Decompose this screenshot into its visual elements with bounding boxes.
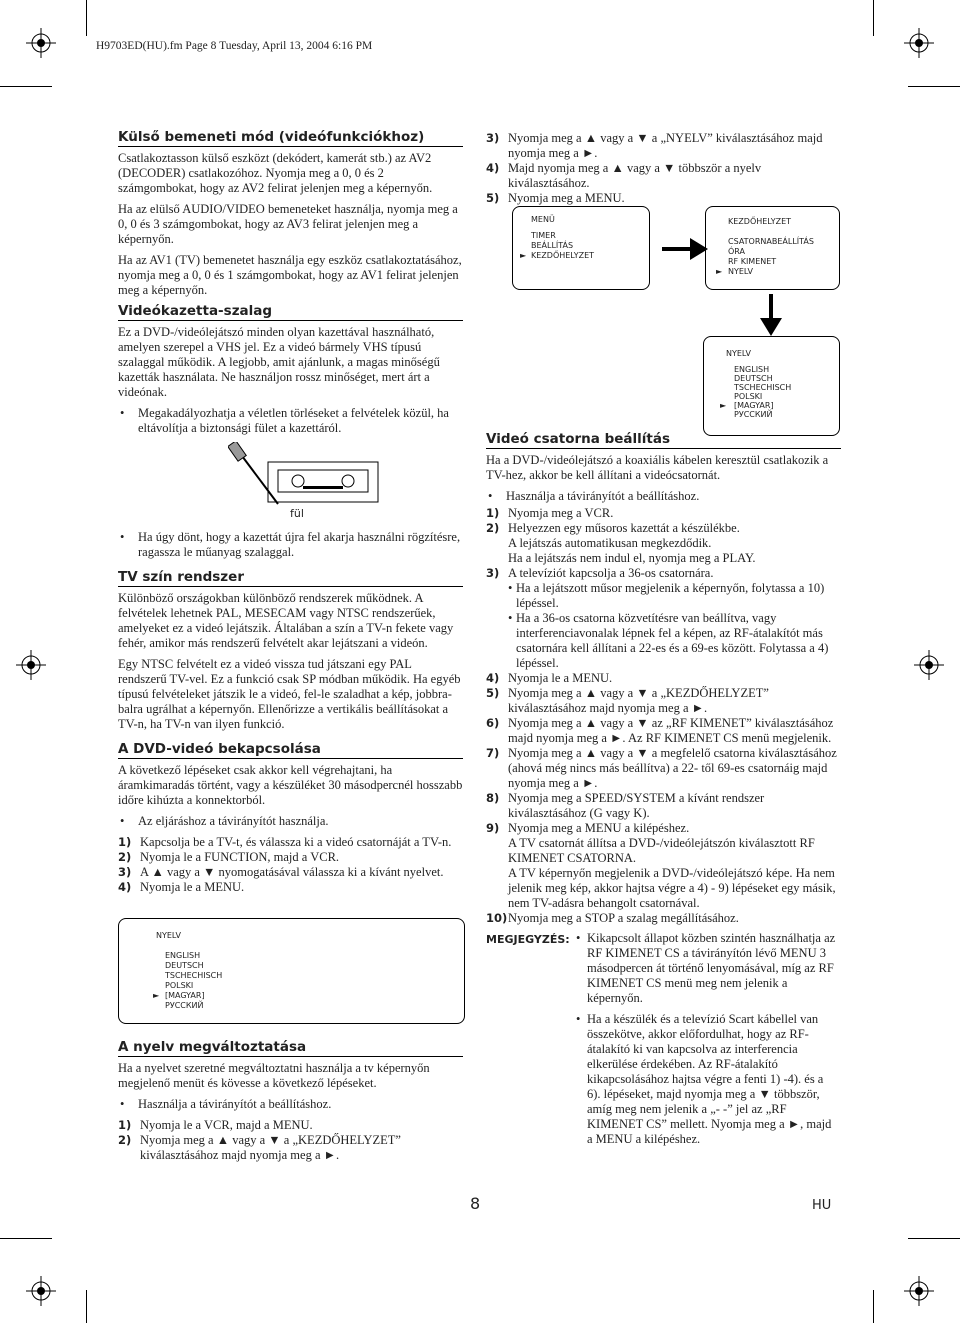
paragraph: Ha az AV1 (TV) bemenetet használja egy eszköz csatlakoztatásához, nyomja meg a 0, 0 és 1 számgombokat, hogy az AV1 felirat jelenjen meg a képernyőn.	[118, 253, 462, 297]
crop-mark	[908, 86, 960, 87]
language-code: HU	[812, 1198, 832, 1213]
cursor-icon: ►	[720, 401, 727, 410]
registration-mark-icon	[904, 28, 934, 58]
step-item: 2) Nyomja meg a ▲ vagy a ▼ a „KEZDŐHELYZET” kiválasztásához majd nyomja meg a ►.	[118, 1133, 401, 1162]
crop-mark	[0, 86, 52, 87]
step-number: 2)	[118, 850, 132, 864]
bullet-item: • Ha úgy dönt, hogy a kazettát újra fel akarja használni rögzítésre, ragassza le műanyag szalaggal.	[118, 530, 463, 560]
registration-mark-icon	[914, 650, 944, 680]
step-number: 1)	[118, 835, 132, 849]
menu-title: KEZDŐHELYZET	[728, 217, 792, 226]
crop-mark	[908, 1238, 960, 1239]
cassette-icon	[228, 442, 388, 522]
step-item: 5) Nyomja meg a MENU.	[486, 191, 625, 205]
paragraph: Csatlakoztasson külső eszközt (dekódert, kamerát stb.) az AV2 (DECODER) csatlakozóhoz. Nyomja meg a 0, 0 és 2 számgombokat, hogy az AV2 felirat jelenjen meg a képernyőn.	[118, 151, 433, 195]
step-number: 1)	[118, 1118, 132, 1132]
cassette-illustration	[118, 442, 463, 522]
bullet-item: • Használja a távirányítót a beállításhoz.	[118, 1097, 463, 1112]
arrow-down-icon	[760, 294, 782, 336]
registration-mark-icon	[904, 1276, 934, 1306]
language-menu-screen: NYELV ENGLISH DEUTSCH TSCHECHISCH POLSKI ► [MAGYAR] РУССКИЙ	[118, 918, 465, 1024]
cursor-icon: ►	[153, 991, 160, 1000]
page-number: 8	[470, 1194, 481, 1213]
step-item: 3) A ▲ vagy a ▼ nyomogatásával válassza ki a kívánt nyelvet.	[118, 865, 444, 879]
bullet-item: • Megakadályozhatja a véletlen törléseket a felvételek közül, ha eltávolítja a biztonsági fület a kazettáról.	[118, 406, 463, 436]
crop-mark	[86, 0, 87, 36]
section-title-video-channel: Videó csatorna beállítás	[486, 432, 841, 449]
main-menu-screen: MENÜ TIMER BEÁLLÍTÁS ► KEZDŐHELYZET	[512, 206, 650, 290]
step-item: 3) Nyomja meg a ▲ vagy a ▼ a „NYELV” kiválasztásához majd nyomja meg a ►.	[486, 131, 823, 160]
note-label: MEGJEGYZÉS:	[486, 933, 570, 946]
paragraph: Ha a DVD-/videólejátszó a koaxiális kábelen keresztül csatlakozik a TV-hez, akkor be kell állítani a videócsatornát.	[486, 453, 829, 482]
paragraph: Egy NTSC felvételt ez a videó vissza tud játszani egy PAL rendszerű TV-vel. Ez a funkció csak SP módban működik. Ha egyéb típusú felvételeket játszik le a videó, fel-le szaladhat a kép, jobbra-balra ugrálhat a képernyőn. Ellenőrizze a vertikális beállításokat a TV-n, ha TV-n van ilyen funkció.	[118, 657, 461, 731]
step-number: 3)	[118, 865, 132, 879]
step-number: 4)	[118, 880, 132, 894]
bullet-item: • Használja a távirányítót a beállításhoz.	[486, 489, 841, 504]
paragraph: Ez a DVD-/videólejátszó minden olyan kazettával használható, amelyen szerepel a VHS jel. Ez a videó bármely VHS típusú szalaggal működik. A legjobb, amit ajánlunk, a magas minőségű kazetták használata. Ne használjon rossz minőséget, mert árt a videónak.	[118, 325, 440, 399]
step-number: 2)	[118, 1133, 132, 1147]
tab-label: fül	[290, 507, 304, 520]
paragraph: Ha az elülső AUDIO/VIDEO bemeneteket használja, nyomja meg a 0, 0 és 3 számgombokat, hogy az AV3 felirat jelenjen meg a képernyőn.	[118, 202, 458, 246]
registration-mark-icon	[16, 650, 46, 680]
left-column	[118, 130, 463, 895]
step-item: 4) Majd nyomja meg a ▲ vagy a ▼ többször a nyelv kiválasztásához.	[486, 161, 762, 190]
left-column-bottom	[118, 1040, 463, 1163]
crop-mark	[873, 0, 874, 36]
language-menu-screen-right: NYELV ENGLISH DEUTSCH TSCHECHISCH POLSKI ► [MAGYAR] РУССКИЙ	[703, 336, 840, 436]
bullet-item: • Az eljáráshoz a távirányítót használja.	[118, 814, 463, 829]
step-number: 3)	[486, 131, 500, 145]
note-body: • Kikapcsolt állapot közben szintén használhatja az RF KIMENET CS a távirányítón lévő MENU 3 másodpercen át történő lenyomásával, míg az RF KIMENET CS menü meg nem jelenik a képernyőn. • Ha a készülék és a televízió Scart kábellel van összekötve, akkor előfordulhat, hogy az RF-átalakító ki van kapcsolva az interferencia elkerülése érdekében. Az RF-átalakító kikapcsolásához hajtsa végre a fenti 1) -4). és a 6). lépéseket, majd nyomja meg a ▼ többször, amíg meg nem jelenik a „- -” jel az „RF KIMENET CS” mellett. Nyomja meg a ►, majd a MENU a kilépéshez.	[576, 931, 836, 1146]
step-number: 5)	[486, 191, 500, 205]
section-title-tv-color-system: TV szín rendszer	[118, 570, 463, 587]
menu-title: NYELV	[156, 931, 181, 940]
section-title-external-input: Külső bemeneti mód (videófunkciókhoz)	[118, 130, 463, 147]
crop-mark	[873, 1290, 874, 1323]
right-column-top	[486, 131, 841, 206]
step-item: 4) Nyomja le a MENU.	[118, 880, 245, 894]
crop-mark	[0, 1238, 52, 1239]
section-title-power-on: A DVD-videó bekapcsolása	[118, 742, 463, 759]
arrow-right-icon	[662, 238, 708, 260]
cursor-icon: ►	[520, 251, 527, 260]
registration-mark-icon	[26, 1276, 56, 1306]
menu-title: NYELV	[726, 349, 751, 358]
section-title-change-language: A nyelv megváltoztatása	[118, 1040, 463, 1057]
paragraph: A következő lépéseket csak akkor kell végrehajtani, ha áramkimaradás történt, vagy a készüléket 30 másodpercnél hosszabb időre kihúzta a konnektorból.	[118, 763, 463, 807]
step-item: 1) Nyomja le a VCR, majd a MENU.	[118, 1118, 313, 1132]
registration-mark-icon	[26, 28, 56, 58]
file-header: H9703ED(HU).fm Page 8 Tuesday, April 13, 2004 6:16 PM	[96, 40, 373, 52]
crop-mark	[86, 1290, 87, 1323]
section-title-videotape: Videókazetta-szalag	[118, 304, 463, 321]
step-number: 4)	[486, 161, 500, 175]
right-column-main: Videó csatorna beállítás Ha a DVD-/videólejátszó a koaxiális kábelen keresztül csatlakozik a TV-hez, akkor be kell állítani a videócsatornát. • Használja a távirányítót a beállításhoz. 1) Nyomja meg a VCR. 2) Helyezzen egy műsoros kazettát a készülékbe. A lejátszás automatikusan megkezdődik. Ha a lejátszás nem indul el, nyomja meg a PLAY. 3) A televíziót kapcsolja a 36-os csatornára. • Ha a lejátszott műsor megjelenik a képernyőn, folytassa a 10) lépéssel. • Ha a 36-os csatorna közvetítésre van beállítva, vagy interferenciavonalak lépnek fel a képen, az RF-átalakítót más csatornára kell állítani a 22-es és a 69-es között. Folytassa a 4) lépéssel. 4) Nyomja le a MENU. 5) Nyomja meg a ▲ vagy a ▼ a „KEZDŐHELYZET” kiválasztásához majd nyomja meg a ►. 6) Nyomja meg a ▲ vagy a ▼ az „RF KIMENET” kiválasztásához majd nyomja meg a ►. Az RF KIMENET CS menü megjelenik. 7) Nyomja meg a ▲ vagy a ▼ a megfelelő csatorna kiválasztásához (ahová még nincs más beállítva) a 22- től 69-es csatornáig majd nyomja meg a ►. 8) Nyomja meg a SPEED/SYSTEM a kívánt rendszer kiválasztásához (G vagy K). 9) Nyomja meg a MENU a kilépéshez. A TV csatornát állítsa a DVD-/videólejátszón kiválasztott RF KIMENET CSATORNA. A TV képernyőn megjelenik a DVD-/videólejátszó képe. Ha nem jelenik meg kép, akkor hajtsa végre a 4) - 9) lépéseket egy másik, nem TV-adásra behangolt csatornával. 10) Nyomja meg a STOP a szalag megállításához.	[486, 432, 841, 926]
step-item: 1) Kapcsolja be a TV-t, és válassza ki a videó csatornáját a TV-n.	[118, 835, 452, 849]
menu-title: MENÜ	[531, 215, 555, 224]
step-item: 2) Nyomja le a FUNCTION, majd a VCR.	[118, 850, 340, 864]
paragraph: Különböző országokban különböző rendszerek működnek. A felvételek lehetnek PAL, MESECAM vagy NTSC rendszerűek, amelyeket ez a videó lejátszik. Általában a szín a TV-n fekete vagy fehér, amikor más rendszerű felvételt akar lejátszani a videón.	[118, 591, 454, 650]
paragraph: Ha a nyelvet szeretné megváltoztatni használja a tv képernyőn megjelenő menüt és kövesse a következő lépéseket.	[118, 1061, 430, 1090]
setup-menu-screen: KEZDŐHELYZET CSATORNABEÁLLÍTÁS ÓRA RF KIMENET ► NYELV	[705, 206, 840, 290]
cursor-icon: ►	[716, 267, 723, 276]
